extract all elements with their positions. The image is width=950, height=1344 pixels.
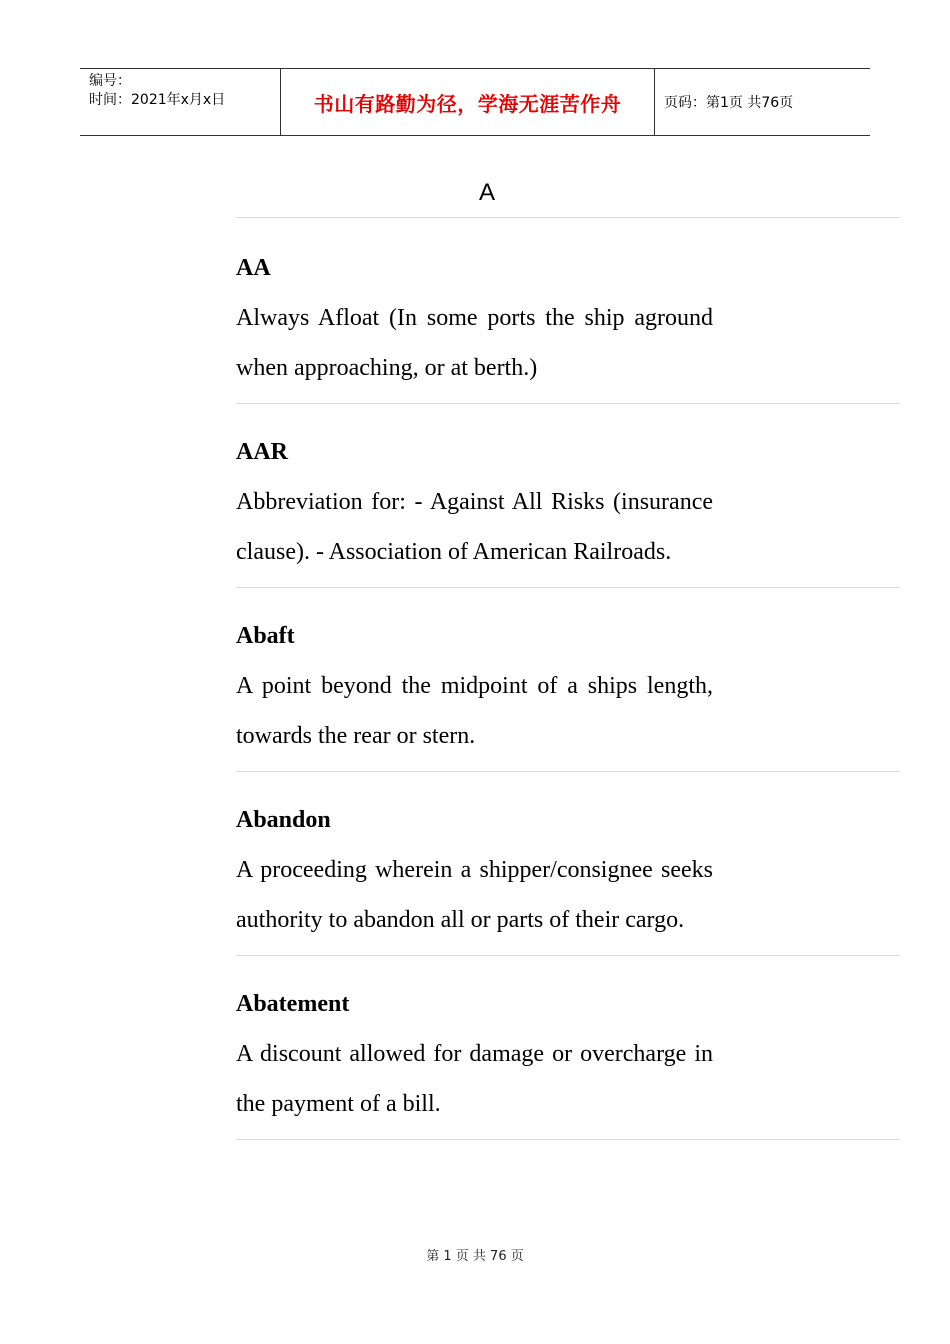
entry-definition: A proceeding wherein a shipper/consignee seeks authority to abandon all or parts of their cargo. [236, 857, 713, 933]
header-page-info: 页码：第1页 共76页 [664, 95, 794, 111]
entry-term: Abandon [236, 807, 331, 833]
entry-definition: Always Afloat (In some ports the ship aground when approaching, or at berth.) [236, 305, 713, 381]
header-meta [80, 69, 281, 135]
glossary-entry [236, 979, 900, 1140]
page-header [80, 68, 870, 136]
entry-definition: A discount allowed for damage or overcharge in the payment of a bill. [236, 1041, 713, 1117]
document-time-label: 时间：2021年x月x日 [89, 92, 226, 108]
section-letter-heading: A [478, 179, 495, 206]
header-slogan: 书山有路勤为径，学海无涯苦作舟 [281, 69, 655, 135]
section-divider [236, 217, 900, 218]
glossary-entry [236, 243, 900, 404]
entry-definition: Abbreviation for: - Against All Risks (insurance clause). - Association of American Railroads. [236, 489, 713, 565]
entry-definition: A point beyond the midpoint of a ships length, towards the rear or stern. [236, 673, 713, 749]
entry-term: AAR [236, 439, 288, 465]
glossary-entry [236, 427, 900, 588]
glossary-entry [236, 611, 900, 772]
document-number-label: 编号： [89, 73, 131, 89]
page-footer: 第 1 页 共 76 页 [426, 1249, 524, 1264]
entry-term: AA [236, 255, 271, 281]
entry-term: Abaft [236, 623, 295, 649]
entry-term: Abatement [236, 991, 350, 1017]
glossary-entry [236, 795, 900, 956]
glossary-entry-list [236, 243, 900, 1163]
